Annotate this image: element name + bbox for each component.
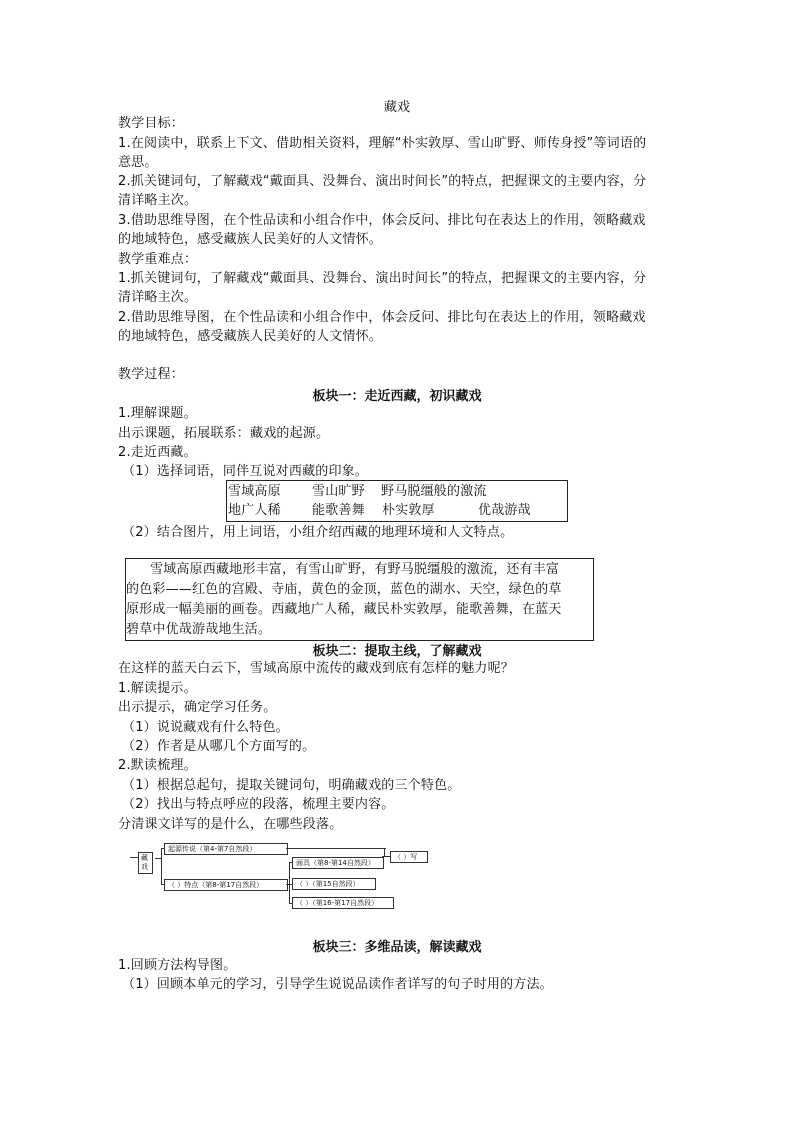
- goal-2-line-2: 清详略主次。: [118, 193, 198, 208]
- goal-2-line-1: 2.抓关键词句，了解藏戏“戴面具、没舞台、演出时间长”的特点，把握课文的主要内容，分: [118, 174, 647, 189]
- goal-3-line-1: 3.借助思维导图，在个性品读和小组合作中，体会反问、排比句在表达上的作用，领略藏戏: [118, 213, 646, 228]
- mindmap-write-node: （ ）写: [390, 851, 428, 863]
- keypoints-heading: 教学重难点：: [118, 252, 198, 267]
- section-2-line: （1）说说藏戏有什么特色。: [122, 720, 289, 735]
- goals-heading: 教学目标：: [118, 116, 185, 131]
- section-1-heading: 板块一：走近西藏，初识藏戏: [312, 389, 482, 404]
- section-2-line: 出示提示，确定学习任务。: [118, 700, 277, 715]
- connector: [384, 848, 385, 857]
- section-2-line: 在这样的蓝天白云下，雪域高原中流传的藏戏到底有怎样的魅力呢？: [118, 661, 515, 676]
- keypoint-2-line-2: 的地域特色，感受藏族人民美好的人文情怀。: [118, 329, 383, 344]
- word-option: 优哉游哉: [478, 503, 531, 518]
- goal-3-line-2: 的地域特色，感受藏族人民美好的人文情怀。: [118, 232, 383, 247]
- mindmap-mask-node: 面具（第8-第14自然段）: [292, 857, 384, 869]
- section-3-line: （1）回顾本单元的学习，引导学生说说品读作者详写的句子时用的方法。: [122, 977, 553, 992]
- section-2-line: （1）根据总起句，提取关键词句，明确藏戏的三个特色。: [122, 778, 461, 793]
- mindmap-p15-node: （ ）（第15自然段）: [292, 878, 376, 890]
- word-option: 能歌善舞: [312, 503, 365, 518]
- section-1-line: 2.走近西藏。: [118, 445, 197, 460]
- section-1-line: 1.理解课题。: [118, 406, 197, 421]
- keypoint-2-line-1: 2.借助思维导图，在个性品读和小组合作中，体会反问、排比句在表达上的作用，领略藏戏: [118, 310, 646, 325]
- example-paragraph-line: 原形成一幅美丽的画卷。西藏地广人稀，藏民朴实敦厚，能歌善舞，在蓝天: [126, 602, 562, 617]
- connector: [130, 857, 138, 858]
- section-2-line: 分清课文详写的是什么，在哪些段落。: [118, 817, 343, 832]
- example-paragraph-line: 碧草中优哉游哉地生活。: [126, 622, 272, 637]
- word-option: 雪域高原: [228, 484, 281, 499]
- section-1-line: （2）结合图片，用上词语，小组介绍西藏的地理环境和人文特点。: [122, 525, 514, 540]
- section-2-line: （2）找出与特点呼应的段落，梳理主要内容。: [122, 797, 395, 812]
- goal-1-line-2: 意思。: [118, 155, 158, 170]
- section-2-line: 2.默读梳理。: [118, 758, 197, 773]
- mindmap-origin-node: 起源传说（第4-第7自然段）: [164, 843, 288, 855]
- word-option: 雪山旷野: [312, 484, 365, 499]
- connector: [289, 862, 290, 904]
- example-paragraph-line: 的色彩——红色的宫殿、寺庙，黄色的金顶，蓝色的湖水、天空，绿色的草: [126, 582, 562, 597]
- section-2-line: （2）作者是从哪几个方面写的。: [122, 739, 316, 754]
- mindmap-root-node: 藏戏: [138, 852, 153, 874]
- mindmap-features-node: （ ）特点（第8-第17自然段）: [164, 879, 288, 891]
- section-3-line: 1.回顾方法构导图。: [118, 958, 237, 973]
- example-paragraph-line: 雪域高原西藏地形丰富，有雪山旷野，有野马脱缰般的激流，还有丰富: [150, 562, 560, 577]
- section-2-heading: 板块二：提取主线，了解藏戏: [312, 644, 482, 659]
- section-3-heading: 板块三：多维品读，解读藏戏: [312, 940, 482, 955]
- goal-1-line-1: 1.在阅读中，联系上下文、借助相关资料，理解“朴实敦厚、雪山旷野、师传身授”等词语的: [118, 136, 647, 151]
- section-1-line: 出示课题，拓展联系：藏戏的起源。: [118, 426, 330, 441]
- process-heading: 教学过程：: [118, 367, 185, 382]
- section-2-line: 1.解读提示。: [118, 681, 197, 696]
- keypoint-1-line-2: 清详略主次。: [118, 290, 198, 305]
- keypoint-1-line-1: 1.抓关键词句，了解藏戏“戴面具、没舞台、演出时间长”的特点，把握课文的主要内容，分: [118, 271, 647, 286]
- word-option: 朴实敦厚: [382, 503, 435, 518]
- section-1-line: （1）选择词语，同伴互说对西藏的印象。: [122, 464, 369, 479]
- word-option: 野马脱缰般的激流: [381, 484, 487, 499]
- connector: [161, 848, 162, 885]
- word-option: 地广人稀: [228, 503, 281, 518]
- connector: [286, 848, 386, 849]
- page-title: 藏戏: [383, 100, 410, 115]
- mindmap-p16-17-node: （ ）（第16-第17自然段）: [292, 897, 394, 909]
